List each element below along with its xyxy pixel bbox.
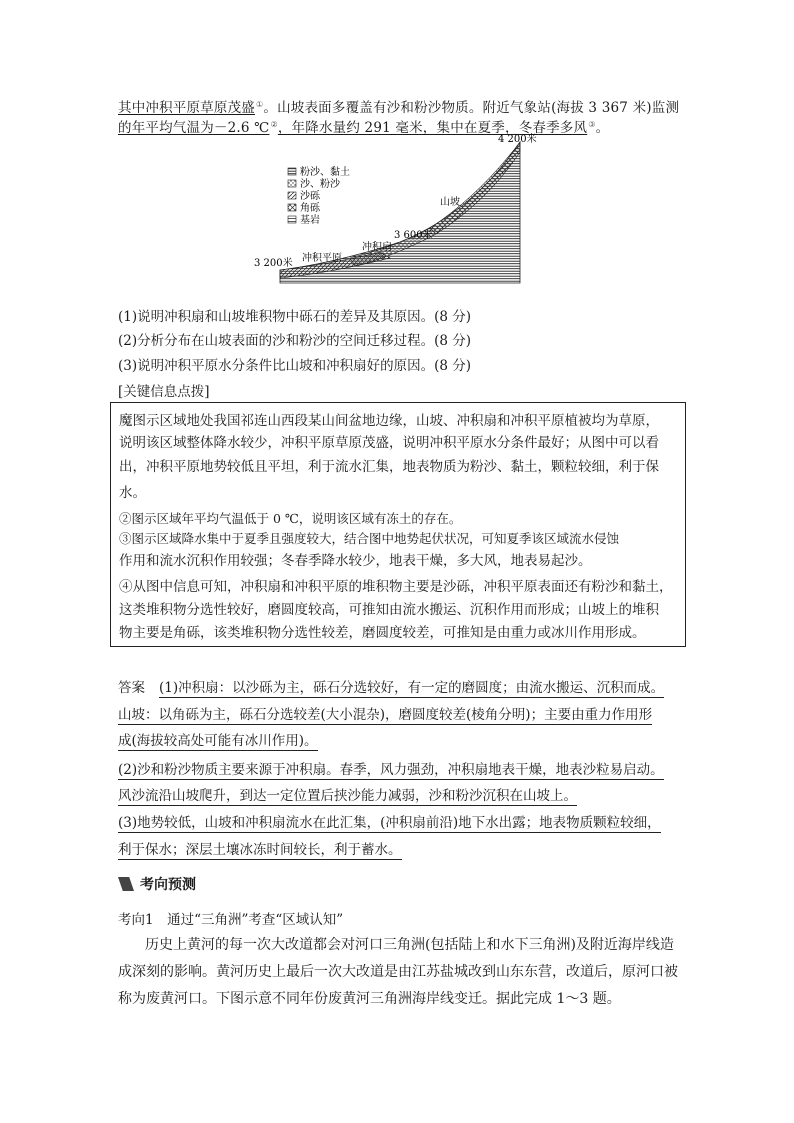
legend-label: 基岩 (300, 215, 320, 226)
label-peak: 4 200米 (498, 134, 537, 145)
answer-text: 山坡：以角砾为主，砾石分选较差(大小混杂)，磨圆度较差(棱角分明)；主要由重力作用形 (118, 707, 653, 723)
question-1: (1)说明冲积扇和山坡堆积物中砾石的差异及其原因。(8 分) (118, 309, 472, 325)
answer-line-1 (118, 676, 664, 696)
legend-label: 沙、粉沙 (300, 179, 340, 190)
label-fan: 冲积扇 (362, 242, 392, 253)
intro-text: 。 (595, 120, 610, 136)
box-line: 这类堆积物分选性较好，磨圆度较高，可推知由流水搬运、沉积作用而形成；山坡上的堆积 (119, 602, 659, 618)
paragraph-line-1: 历史上黄河的每一次大改道都会对河口三角洲(包括陆上和水下三角洲)及附近海岸线造 (145, 937, 674, 953)
answer-text: 成(海拔较高处可能有冰川作用)。 (118, 733, 318, 749)
section-marker-icon (118, 877, 134, 891)
section-title: 考向预测 (140, 877, 196, 893)
key-info-heading: [关键信息点拨] (118, 384, 210, 400)
label-mid-elev: 3 600米 (394, 230, 433, 241)
intro-line-1 (118, 96, 679, 116)
answer-line-3 (118, 729, 318, 749)
answer-text: (1)冲积扇：以沙砾为主，砾石分选较好，有一定的磨圆度；由流水搬运、沉积而成。 (159, 680, 665, 696)
diagram-legend (288, 165, 350, 226)
answer-line-5 (118, 784, 577, 804)
answer-text: (3)地势较低，山坡和冲积扇流水在此汇集，(冲积扇前沿)地下水出露；地表物质颗粒较细， (118, 815, 661, 831)
direction-heading: 考向1 通过“三角洲”考查“区域认知” (118, 912, 344, 928)
label-base-elev: 3 200米 (254, 258, 293, 269)
box-line: 水。 (119, 485, 146, 501)
box-line: ②图示区域年平均气温低于 0 ℃，说明该区域有冻土的存在。 (119, 511, 462, 526)
legend-label: 角砾 (300, 203, 320, 214)
terrain-cross-section-diagram (240, 130, 550, 290)
intro-text: ，年降水量约 291 毫米，集中在夏季，冬春季多风 (277, 120, 588, 136)
answer-line-6 (118, 811, 661, 831)
paragraph-line-3: 称为废黄河口。下图示意不同年份废黄河三角洲海岸线变迁。据此完成 1～3 题。 (118, 991, 621, 1007)
label-plain: 冲积平原 (302, 253, 342, 264)
label-slope: 山坡 (440, 197, 460, 208)
intro-text: 其中冲积平原草原茂盛 (118, 100, 255, 116)
answer-line-2 (118, 703, 652, 723)
answer-label: 答案 (118, 680, 145, 696)
marker: ② (270, 119, 278, 129)
box-line: 出，冲积平原地势较低且平坦，利于流水汇集，地表物质为粉沙、黏土，颗粒较细，利于保 (119, 459, 659, 475)
question-3: (3)说明冲积平原水分条件比山坡和冲积扇好的原因。(8 分) (118, 358, 472, 374)
box-line: ③图示区域降水集中于夏季且强度较大，结合图中地势起伏状况，可知夏季该区域流水侵蚀 (119, 531, 620, 546)
box-line: 魔图示区域地处我国祁连山西段某山间盆地边缘，山坡、冲积扇和冲积平原植被均为草原， (119, 413, 659, 429)
legend-label: 粉沙、黏土 (300, 167, 350, 178)
marker: ③ (588, 119, 596, 129)
question-2: (2)分析分布在山坡表面的沙和粉沙的空间迁移过程。(8 分) (118, 333, 472, 349)
box-line: 物主要是角砾，该类堆积物分选性较差，磨圆度较差，可推知是由重力或冰川作用形成。 (119, 625, 646, 641)
answer-text: (2)沙和粉沙物质主要来源于冲积扇。春季，风力强劲，冲积扇地表干燥，地表沙粒易启动。 (118, 762, 664, 778)
marker: ① (256, 99, 264, 109)
section-heading (118, 874, 196, 894)
box-line: ④从图中信息可知，冲积扇和冲积平原的堆积物主要是沙砾，冲积平原表面还有粉沙和黏土， (119, 579, 673, 595)
box-line: 说明该区域整体降水较少，冲积平原草原茂盛，说明冲积平原水分条件最好；从图中可以看 (119, 435, 659, 451)
intro-text: 。山坡表面多覆盖有沙和粉沙物质。附近气象站(海拔 3 367 米)监测 (263, 100, 680, 116)
legend-label: 沙砾 (300, 191, 320, 202)
answer-line-4 (118, 758, 664, 778)
key-info-box (110, 402, 686, 647)
answer-text: 风沙流沿山坡爬升，到达一定位置后挟沙能力减弱，沙和粉沙沉积在山坡上。 (118, 788, 577, 804)
answer-text: 利于保水；深层土壤冰冻时间较长，利于蓄水。 (118, 842, 402, 858)
box-line: 作用和流水沉积作用较强；冬春季降水较少，地表干燥，多大风，地表易起沙。 (119, 553, 592, 569)
answer-line-7 (118, 838, 402, 858)
intro-text: 的年平均气温为－2.6 ℃ (118, 120, 270, 136)
paragraph-line-2: 成深刻的影响。黄河历史上最后一次大改道是由江苏盐城改到山东东营，改道后，原河口被 (118, 964, 678, 980)
